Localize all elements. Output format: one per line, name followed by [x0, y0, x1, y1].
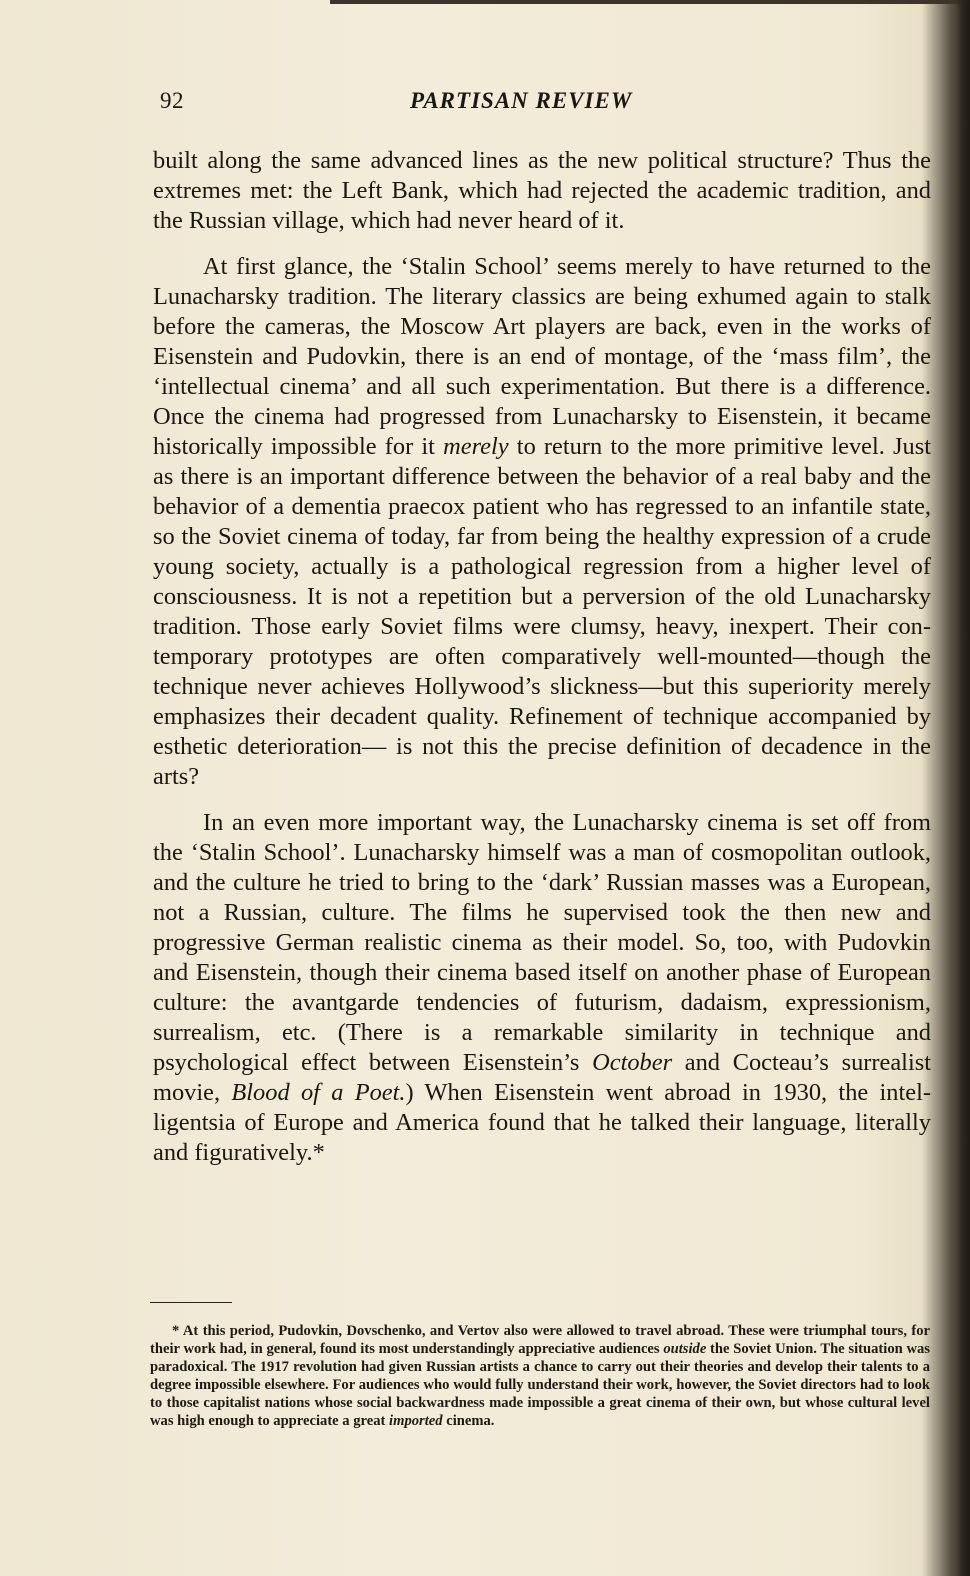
paragraph-2-emphasis: merely	[443, 433, 509, 460]
paragraph-2-text: At first glance, the ‘Stalin School’ seems merely to have returned to the Lunacharsky tradition. The literary classics are being exhumed again to stalk before the cameras, the Moscow Art players are back, even in the works of Eisenstein and Pudovkin, there is an end of montage, of the ‘mass film’, the ‘intellectual cinema’ and all such experimentation. But there is a difference. Once the cinema had progressed from Lunacharsky to Eisenstein, it became historically impossible for it	[153, 253, 931, 460]
footnote-text: * At this period, Pudovkin, Dovschenko, and Vertov also were allowed to travel abroad. These were triumphal tours, for their work had, in general, found its most understandingly appreciative audiences	[150, 1323, 930, 1357]
paragraph-1	[153, 146, 931, 236]
paragraph-3	[153, 808, 931, 1168]
running-head: PARTISAN REVIEW	[410, 88, 633, 113]
page-header	[160, 88, 930, 124]
paragraph-3-text: and Cocteau’s surrealist movie,	[153, 1049, 931, 1106]
footnote	[150, 1322, 930, 1430]
footnote-text: the Soviet Union. The situation was paradoxical. The 1917 revolution had given Russian artists a chance to carry out their theories and develop their talents to a degree impossible elsewhere. For audiences who would fully understand their work, however, the Soviet directors had to look to those capitalist nations whose social backwardness made impossible a great cinema of their own, but whose cultural level was high enough to appreciate a great	[150, 1341, 930, 1429]
page-top-edge	[330, 0, 970, 4]
footnote-emphasis-outside: outside	[663, 1341, 707, 1357]
paragraph-3-text: ) When Eisenstein went abroad in 1930, the intelligentsia of Europe and America found that he talked their language, literally and figuratively.*	[153, 1079, 932, 1166]
page-number: 92	[160, 88, 184, 113]
paragraph-3-text: In an even more important way, the Lunacharsky cinema is set off from the ‘Stalin School’. Lunacharsky himself was a man of cosmopolitan outlook, and the culture he tried to bring to the ‘dark’ Russian masses was a European, not a Russian, culture. The films he supervised took the then new and progressive German realistic cinema as their model. So, too, with Pudovkin and Eisenstein, though their cinema based itself on another phase of European culture: the avantgarde tendencies of futurism, dadaism, expressionism, surrealism, etc. (There is a remarkable similarity in technique and psychological effect between Eisenstein’s	[153, 809, 931, 1076]
paragraph-2	[153, 252, 931, 792]
body-text	[153, 146, 931, 1184]
spine-shadow	[956, 0, 970, 1576]
paragraph-1-text: built along the same advanced lines as the new political structure? Thus the extremes met: the Left Bank, which had rejected the academic tradition, and the Russian village, which had never heard of it.	[153, 147, 931, 234]
footnote-text: cinema.	[442, 1413, 495, 1429]
footnote-rule	[150, 1302, 232, 1303]
film-title-october: October	[592, 1049, 673, 1076]
film-title-blood-of-a-poet: Blood of a Poet.	[231, 1079, 406, 1106]
paragraph-2-text: to return to the more primitive level. Just as there is an important difference between the behavior of a real baby and the behavior of a dementia praecox patient who has regressed to an infantile state, so the Soviet cinema of today, far from being the healthy expression of a crude young society, actually is a pathological regression from a higher level of consciousness. It is not a repetition but a perversion of the old Lunacharsky tradition. Those early Soviet films were clumsy, heavy, inexpert. Their contemporary prototypes are often comparatively well-mounted—though the technique never achieves Hollywood’s slickness—but this superiority merely emphasizes their decadent quality. Refinement of technique accompanied by esthetic deterioration— is not this the precise definition of decadence in the arts?	[153, 433, 931, 790]
footnote-emphasis-imported: imported	[389, 1413, 443, 1429]
